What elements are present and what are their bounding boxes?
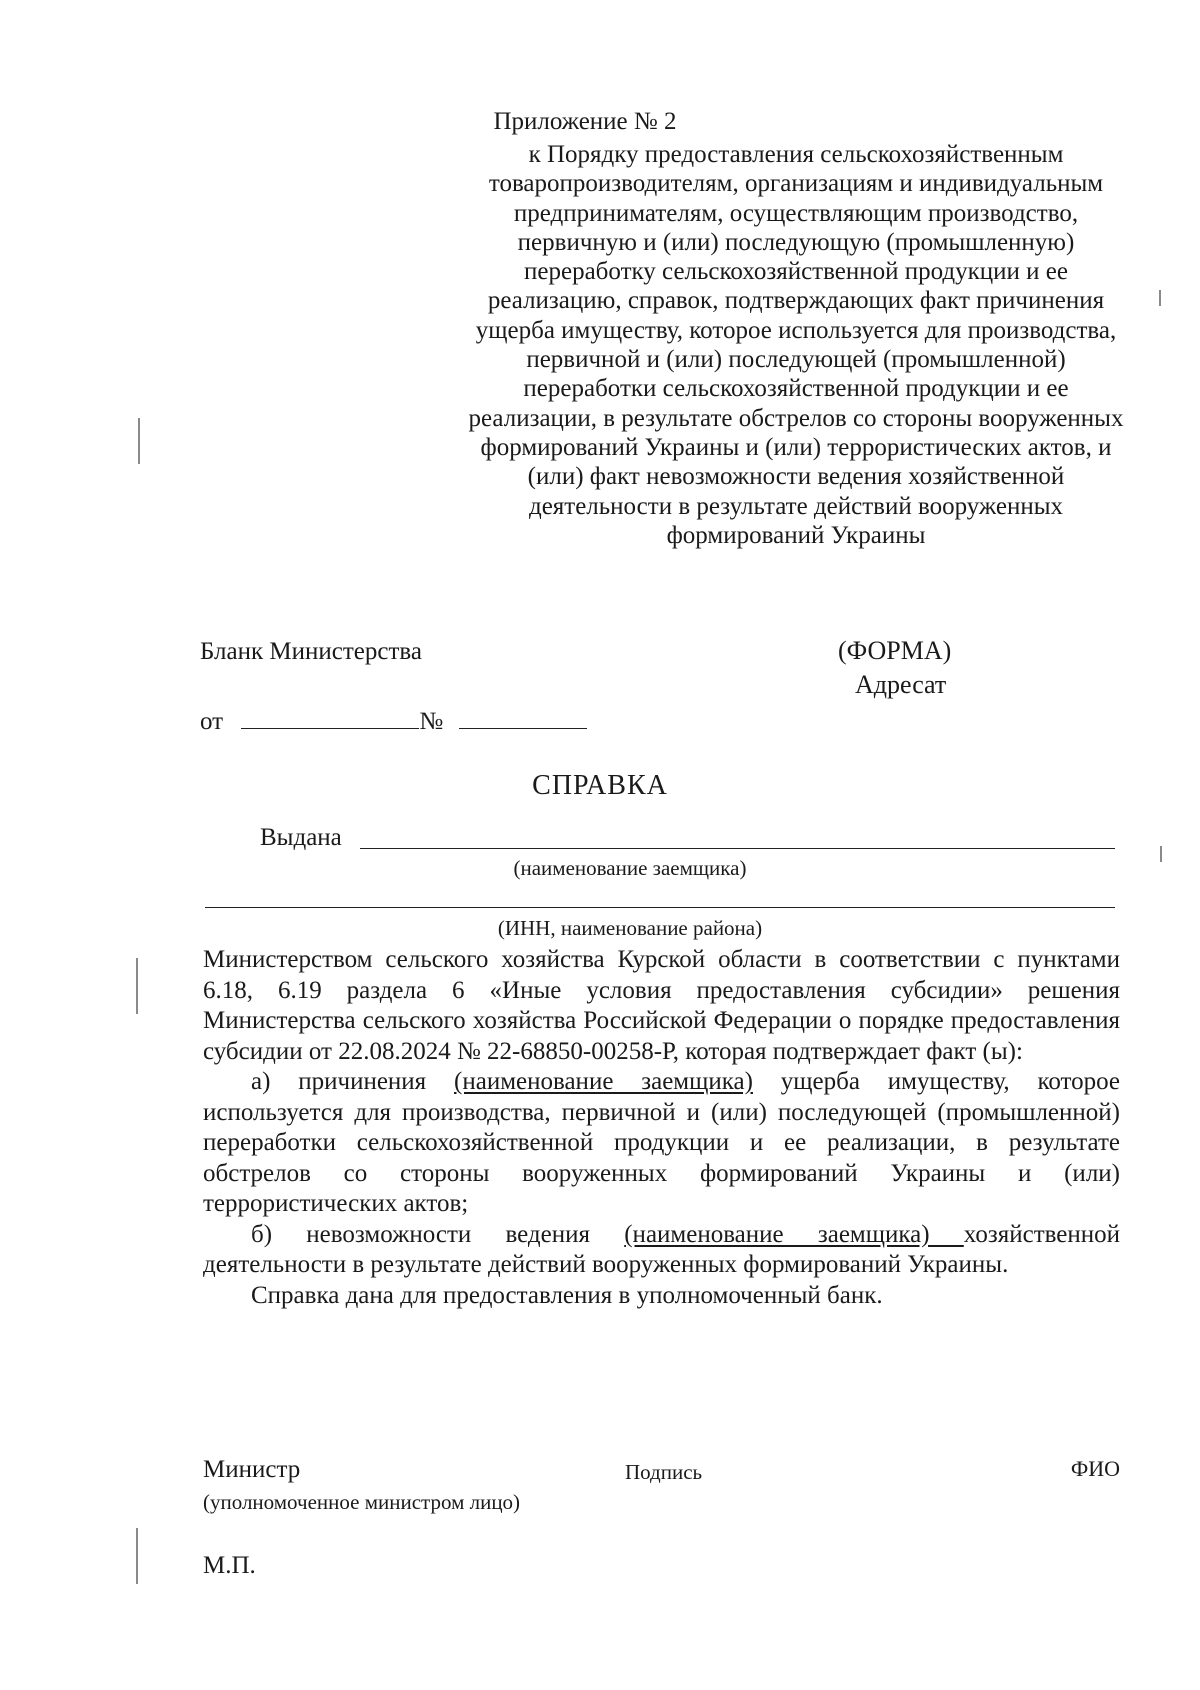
signature-row <box>203 1456 1120 1486</box>
inn-district-caption: (ИНН, наименование района) <box>497 916 763 940</box>
closing-sentence: Справка дана для предоставления в уполномоченный банк. <box>251 1281 883 1309</box>
borrower-name-caption: (наименование заемщика) <box>513 856 747 880</box>
document-title: СПРАВКА <box>532 770 668 801</box>
ministry-letterhead-label: Бланк Министерства <box>200 638 422 665</box>
signature-label: Подпись <box>625 1460 703 1484</box>
item-a-prefix: а) причинения <box>251 1068 455 1095</box>
item-b-borrower-placeholder: (наименование заемщика) <box>624 1220 964 1248</box>
issued-label: Выдана <box>260 824 342 851</box>
appendix-reference: к Порядку предоставления сельскохозяйственным товаропроизводителям, организациям и индивидуальным предпринимателям, осуществляющим производство, первичную и (или) последующую (промышленную) переработку сельскохозяйственной продукции и ее реализацию, справок, подтверждающих факт причинения ущерба имуществу, которое используется для производства, первичной и (или) последующей (промышленной) переработки сельскохозяйственной продукции и ее реализации, в результате обстрелов со стороны вооруженных формирований Украины и (или) террористических актов, и (или) факт невозможности ведения хозяйственной деятельности в результате действий вооруженных формирований Украины <box>468 141 1124 549</box>
number-sign: № <box>419 708 444 735</box>
item-a-text: ущерба имуществу, которое используется для производства, первичной и (или) последующей (промышленной) переработки сельскохозяйственной продукции и ее реализации, в результате обстрелов со стороны вооруженных формирований Украины и (или) террористических актов; <box>203 1068 1121 1217</box>
scan-mark <box>136 958 138 1014</box>
document-body <box>203 945 1120 1311</box>
date-prefix: от <box>200 708 224 735</box>
form-label: (ФОРМА) <box>838 636 952 665</box>
number-blank-line <box>459 706 587 729</box>
item-b-prefix: б) невозможности ведения <box>251 1220 625 1248</box>
scan-mark <box>136 1528 138 1584</box>
item-b-text: хозяйственной деятельности в результате действий вооруженных формирований Украины. <box>203 1220 1121 1278</box>
date-blank-line <box>241 706 419 729</box>
authorized-person-caption: (уполномоченное министром лицо) <box>203 1490 521 1514</box>
fio-label: ФИО <box>1070 1456 1120 1481</box>
inn-district-line <box>205 907 1115 908</box>
scan-mark <box>138 418 140 464</box>
borrower-name-line <box>360 848 1115 849</box>
main-paragraph: Министерством сельского хозяйства Курской области в соответствии с пунктами 6.18, 6.19 раздела 6 «Иные условия предоставления субсидии» решения Министерства сельского хозяйства Российской Федерации о порядке предоставления субсидии от 22.08.2024 № 22-68850-00258-Р, которая подтверждает факт (ы): <box>203 946 1120 1065</box>
item-a <box>203 1067 1120 1220</box>
minister-label: Министр <box>203 1456 301 1483</box>
addressee-label: Адресат <box>855 670 947 699</box>
item-b <box>203 1220 1120 1281</box>
stamp-place: М.П. <box>203 1552 256 1579</box>
appendix-title: Приложение № 2 <box>493 108 677 135</box>
item-a-borrower-placeholder: (наименование заемщика) <box>454 1068 753 1095</box>
date-number-row <box>200 706 587 736</box>
scan-mark <box>1159 290 1161 306</box>
